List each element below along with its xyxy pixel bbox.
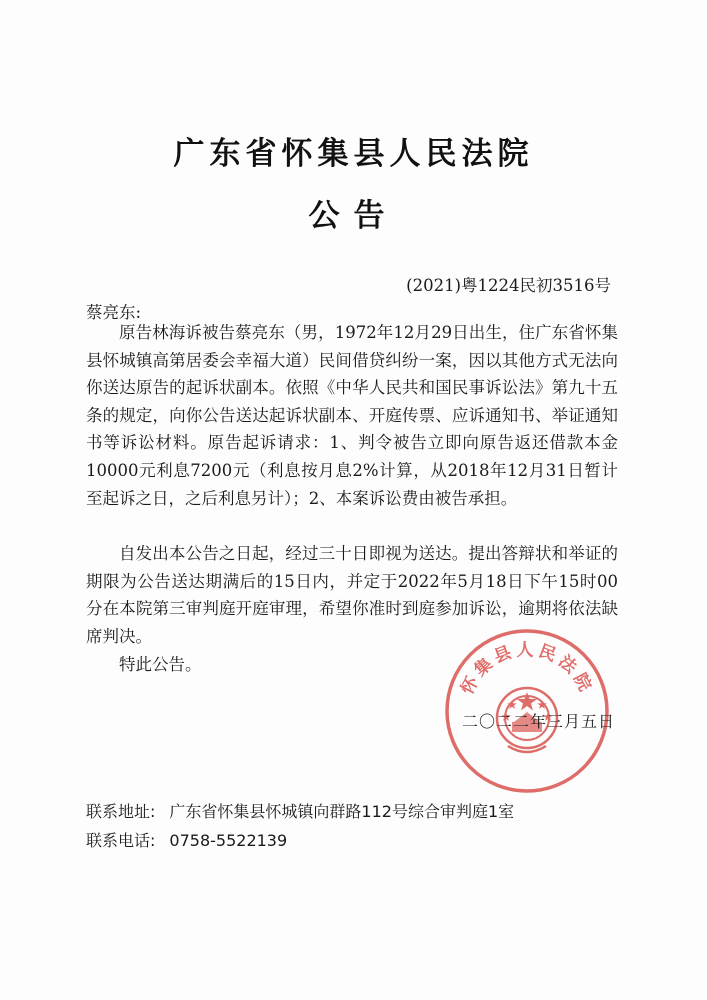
notice-paragraph-claims [86,319,618,512]
seal-text: 怀集县人民法院 [457,640,597,699]
case-number: (2021)粤1224民初3516号 [406,276,611,295]
paragraph-text: 特此公告。 [119,655,202,674]
contact-phone-line [86,828,287,851]
contact-address-value: 广东省怀集县怀城镇向群路112号综合审判庭1室 [169,802,515,821]
contact-phone-label: 联系电话: [86,831,156,850]
notice-title-heading: 公告 [308,198,399,234]
notice-date: 二〇二二年三月五日 [461,712,615,731]
court-name-heading: 广东省怀集县人民法院 [173,136,534,172]
contact-address-label: 联系地址: [86,802,156,821]
contact-phone-value: 0758-5522139 [169,831,288,850]
contact-address-line [86,799,514,822]
paragraph-text: 自发出本公告之日起，经过三十日即视为送达。提出答辩状和举证的期限为公告送达期满后的15日内，并定于2022年5月18日下午15时00分在本院第三审判庭开庭审理，希望你准时到庭参加诉讼，逾期将依法缺席判决。 [86,544,618,646]
salutation: 蔡亮东: [86,303,142,322]
paragraph-text: 原告林海诉被告蔡亮东（男，1972年12月29日出生，住广东省怀集县怀城镇高第居委会幸福大道）民间借贷纠纷一案，因以其他方式无法向你送达原告的起诉状副本。依照《中华人民共和国民事诉讼法》第九十五条的规定，向你公告送达起诉状副本、开庭传票、应诉通知书、举证通知书等诉讼材料。原告起诉请求：1、判令被告立即向原告返还借款本金10000元利息7200元（利息按月息2%计算，从2018年12月31日暂计至起诉之日，之后利息另计）；2、本案诉讼费由被告承担。 [86,323,618,508]
